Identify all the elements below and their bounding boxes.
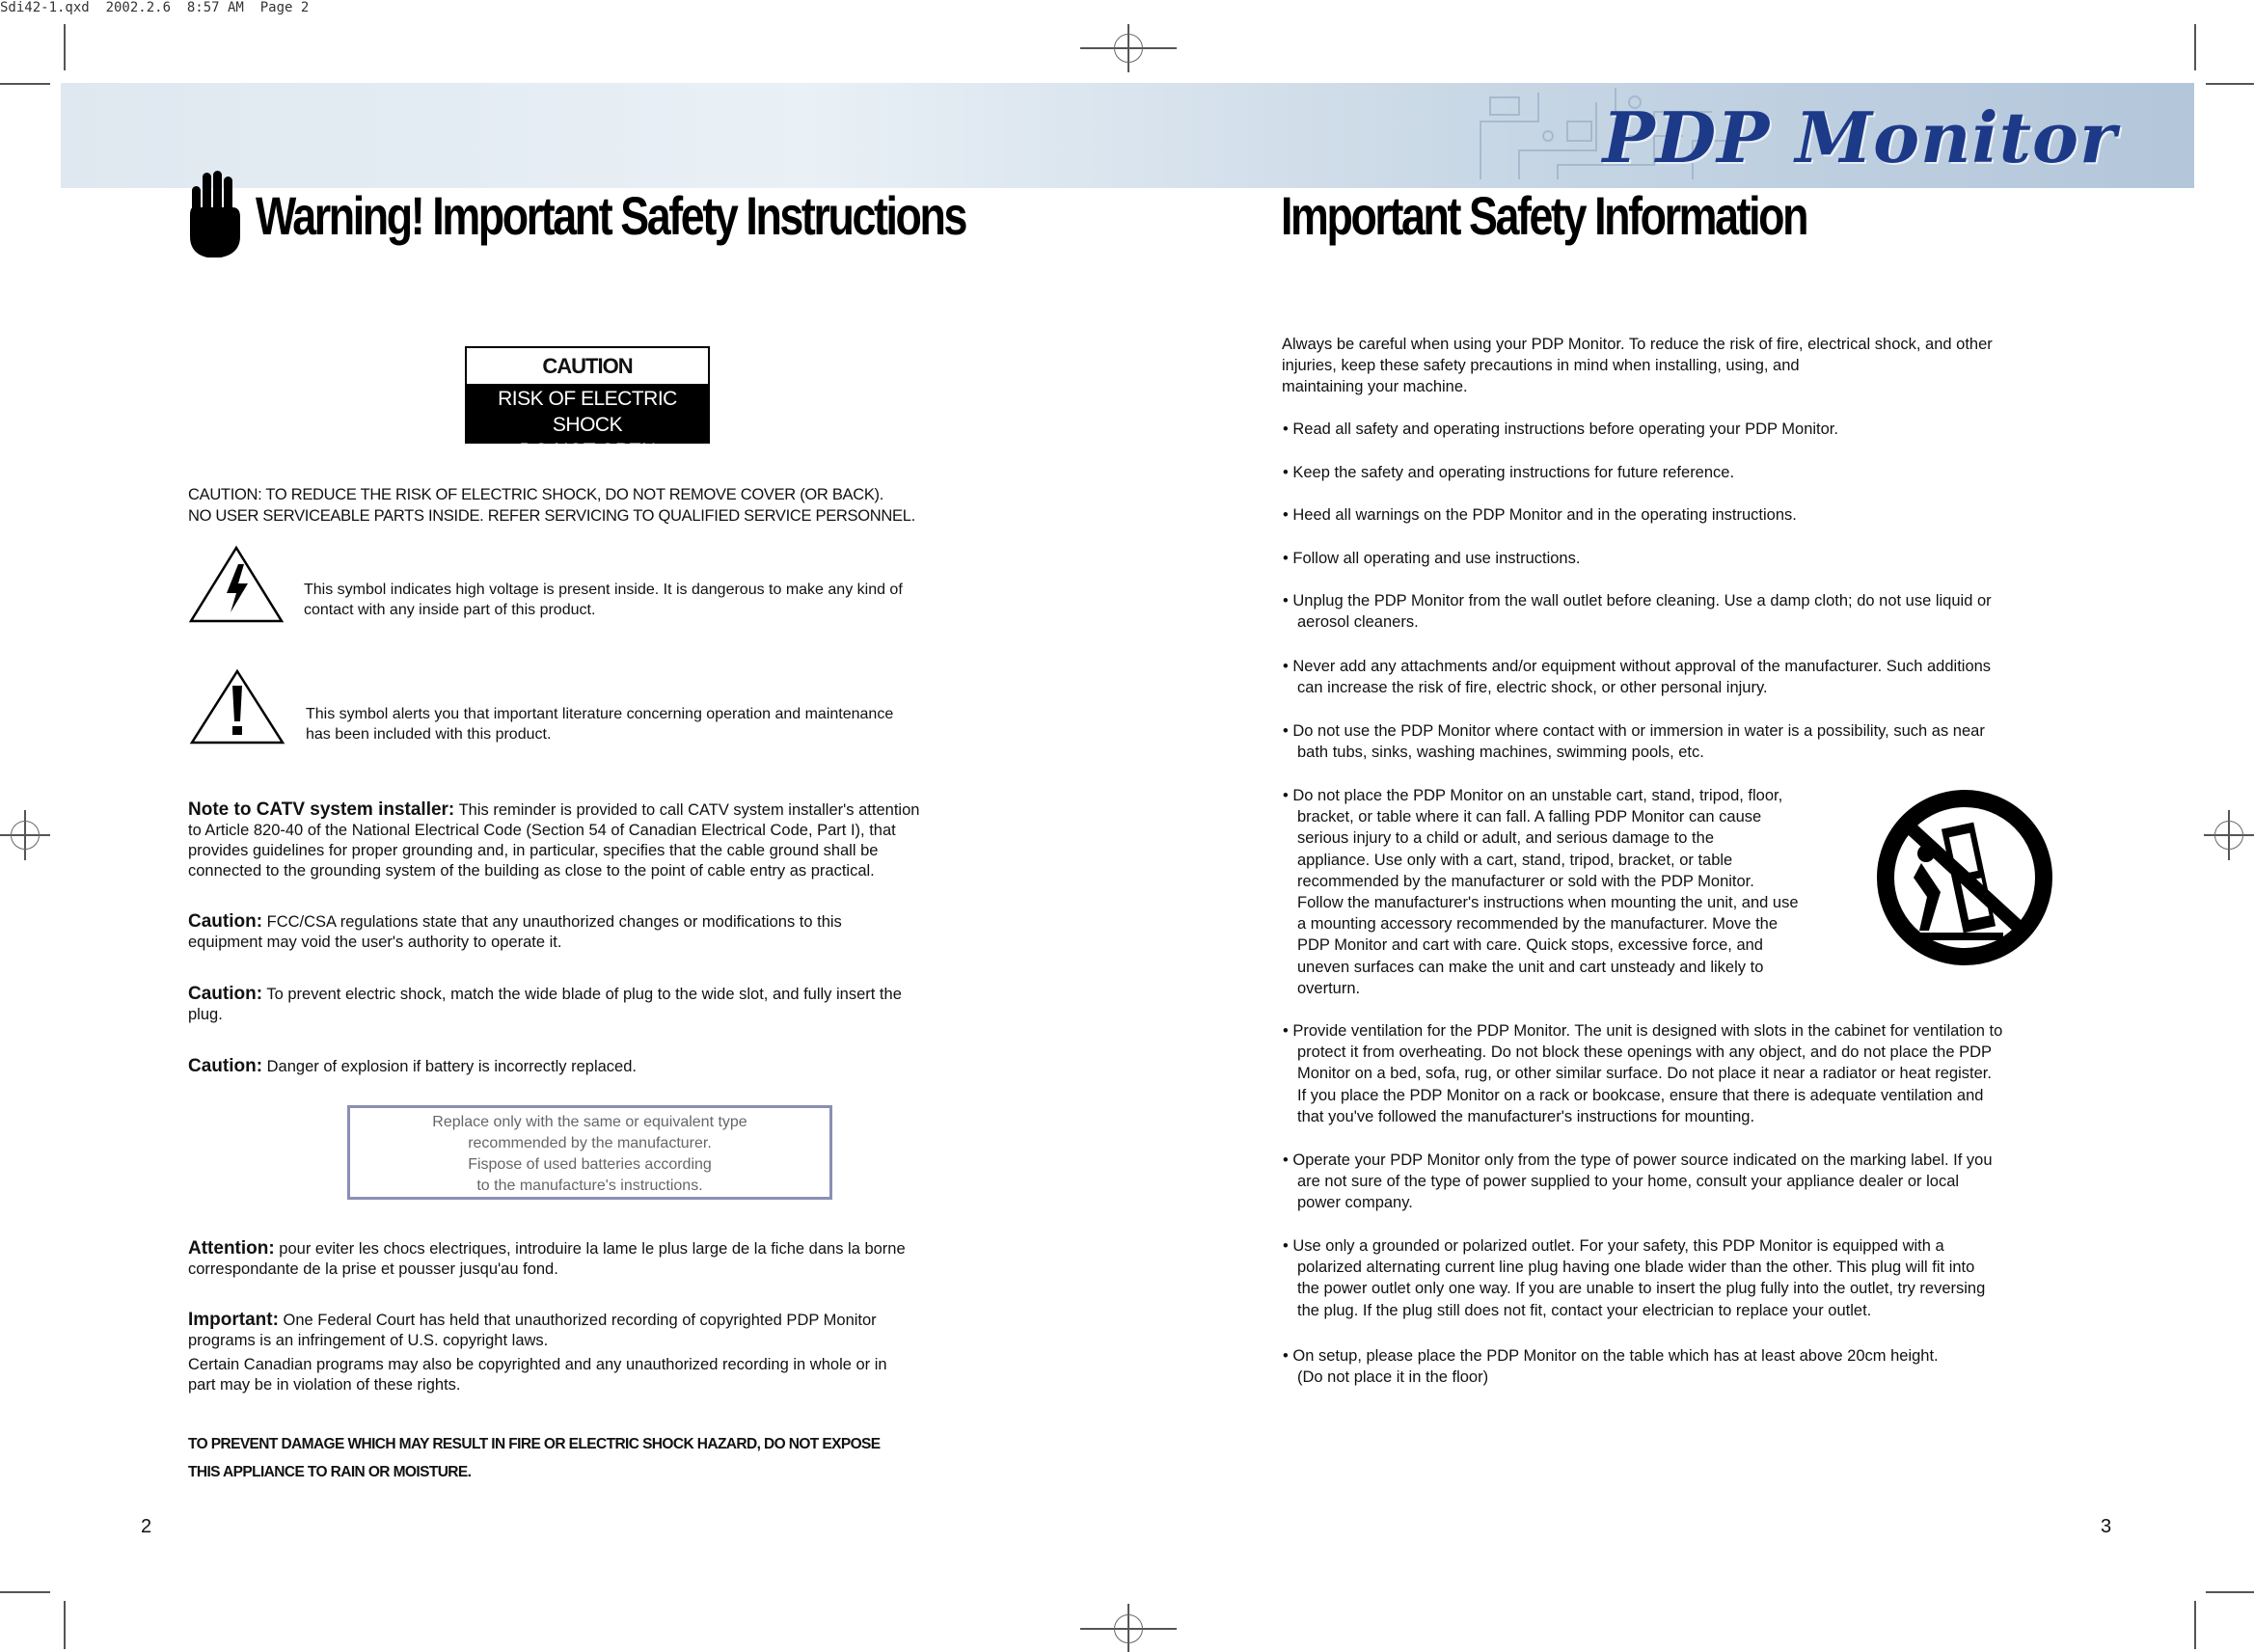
page-number-left: 2 [141, 1516, 152, 1537]
hand-warning-icon [184, 169, 244, 260]
safety-bullet-line: serious injury to a child or adult, and serious damage to the [1297, 829, 1714, 848]
crop-mark [0, 1591, 50, 1593]
safety-bullet-line: that you've followed the manufacturer's instructions for mounting. [1297, 1107, 1755, 1125]
safety-bullet [1283, 1235, 1985, 1321]
header-banner [61, 83, 2194, 188]
safety-bullet-line: • Do not place the PDP Monitor on an unstable cart, stand, tripod, floor, [1283, 787, 1783, 804]
caution-label-line1: RISK OF ELECTRIC SHOCK [498, 388, 677, 436]
safety-bullet-line: • Use only a grounded or polarized outlet. For your safety, this PDP Monitor is equipped with a [1283, 1237, 1944, 1255]
safety-bullet-line: are not sure of the type of power supplied to your home, consult your appliance dealer or local [1297, 1173, 1960, 1191]
caution-label-line2: DO NOT OPEN [519, 440, 656, 462]
left-heading: Warning! Important Safety Instructions [256, 185, 965, 246]
safety-bullet-line: aerosol cleaners. [1297, 613, 1419, 632]
safety-bullet [1283, 656, 1991, 698]
crop-mark [0, 83, 50, 85]
safety-bullet [1283, 590, 1992, 633]
safety-bullet [1283, 785, 1799, 999]
safety-bullet-line: • Read all safety and operating instructions before operating your PDP Monitor. [1283, 420, 1838, 438]
important-note: Important: One Federal Court has held that unauthorized recording of copyrighted PDP Monitor programs is an infringement of U.S. copyright laws. Certain Canadian programs may also be copyrighted and any unauthorized recording in whole or in part may be in violation of these rights. [188, 1310, 887, 1394]
safety-bullet-line: appliance. Use only with a cart, stand, tripod, bracket, or table [1297, 851, 1733, 869]
registration-mark-left [0, 810, 50, 860]
safety-bullet-line: • Provide ventilation for the PDP Monitor. The unit is designed with slots in the cabinet for ventilation to [1283, 1022, 2003, 1040]
safety-bullet-line: PDP Monitor and cart with care. Quick stops, excessive force, and [1297, 936, 1763, 955]
safety-bullet [1283, 462, 1734, 483]
safety-bullet-line: • Do not use the PDP Monitor where contact with or immersion in water is a possibility, such as near [1283, 722, 1985, 740]
safety-bullet-line: can increase the risk of fire, electric shock, or other personal injury. [1297, 679, 1768, 697]
crop-mark [2194, 24, 2196, 70]
caution-label-title: CAUTION [542, 354, 633, 378]
safety-bullet-line: • Unplug the PDP Monitor from the wall outlet before cleaning. Use a damp cloth; do not use liquid or [1283, 592, 1992, 609]
safety-bullet-line: • Operate your PDP Monitor only from the type of power source indicated on the marking label. If you [1283, 1151, 1993, 1169]
battery-replace-box: Replace only with the same or equivalent type recommended by the manufacturer. Fispose of used batteries according to the manufacture's instructions. [347, 1105, 832, 1200]
safety-bullet-line: • On setup, please place the PDP Monitor on the table which has at least above 20cm height. [1283, 1347, 1939, 1365]
safety-bullet-line: the power outlet only one way. If you are unable to insert the plug fully into the outlet, try reversing [1297, 1280, 1986, 1298]
safety-bullet-line: • Follow all operating and use instructions. [1283, 550, 1581, 567]
safety-bullet-line: uneven surfaces can make the unit and cart unsteady and likely to [1297, 958, 1764, 976]
safety-bullet-line: bracket, or table where it can fall. A falling PDP Monitor can cause [1297, 808, 1762, 826]
safety-bullet-line: • Heed all warnings on the PDP Monitor and in the operating instructions. [1283, 506, 1797, 524]
safety-bullet [1283, 1020, 2002, 1127]
intro-text: Always be careful when using your PDP Monitor. To reduce the risk of fire, electrical shock, and other injuries, keep these safety precautions in mind when installing, using, and maintaining your machine. [1282, 336, 1993, 395]
safety-bullet-line: protect it from overheating. Do not block these openings with any object, and do not place the PDP [1297, 1043, 1993, 1062]
file-slug: Sdi42-1.qxd 2002.2.6 8:57 AM Page 2 [0, 0, 310, 15]
safety-bullet-line: the plug. If the plug still does not fit, contact your electrician to replace your outlet. [1297, 1301, 1872, 1319]
safety-bullet-line: Monitor on a bed, sofa, rug, or other similar surface. Do not place it near a radiator or heat register. [1297, 1065, 1992, 1083]
caution-plug: Caution: To prevent electric shock, match the wide blade of plug to the wide slot, and fully insert the plug. [188, 984, 902, 1023]
safety-bullet-line: power company. [1297, 1194, 1413, 1212]
safety-bullet-line: Follow the manufacturer's instructions when mounting the unit, and use [1297, 894, 1799, 912]
safety-bullet-line: bath tubs, sinks, washing machines, swimming pools, etc. [1297, 744, 1704, 762]
safety-bullet-line: a mounting accessory recommended by the manufacturer. Move the [1297, 915, 1779, 934]
safety-bullet [1283, 504, 1797, 526]
safety-bullet [1283, 1150, 1993, 1214]
safety-bullet [1283, 720, 1985, 763]
high-voltage-symbol-icon [188, 545, 285, 624]
caution-battery: Caution: Danger of explosion if battery is incorrectly replaced. [188, 1056, 637, 1076]
registration-mark-bottom [1080, 1604, 1177, 1652]
final-warning-line2: THIS APPLIANCE TO RAIN OR MOISTURE. [188, 1464, 472, 1480]
banner-title: PDP Monitor [1602, 96, 2117, 178]
safety-bullet-line: (Do not place it in the floor) [1297, 1368, 1489, 1387]
alert-symbol-text: This symbol alerts you that important literature concerning operation and maintenance has been included with this product. [306, 706, 894, 743]
attention-note: Attention: pour eviter les chocs electriques, introduire la lame le plus large de la fiche dans la borne correspondante de la prise et pousser jusqu'au fond. [188, 1238, 906, 1278]
safety-bullet [1283, 548, 1580, 569]
caution-text: CAUTION: TO REDUCE THE RISK OF ELECTRIC SHOCK, DO NOT REMOVE COVER (OR BACK). NO USER SERVICEABLE PARTS INSIDE. REFER SERVICING TO QUALIFIED SERVICE PERSONNEL. [188, 486, 915, 525]
safety-bullet-line: If you place the PDP Monitor on a rack or bookcase, ensure that there is adequate ventilation and [1297, 1086, 1984, 1104]
safety-bullet [1283, 419, 1838, 440]
safety-bullet-line: overturn. [1297, 979, 1361, 997]
crop-mark [2194, 1601, 2196, 1649]
registration-mark-right [2204, 810, 2254, 860]
safety-bullet [1283, 1345, 1939, 1388]
exclamation-symbol-icon [189, 668, 285, 745]
final-warning-line1: TO PREVENT DAMAGE WHICH MAY RESULT IN FIRE OR ELECTRIC SHOCK HAZARD, DO NOT EXPOSE [188, 1436, 881, 1452]
voltage-symbol-text: This symbol indicates high voltage is present inside. It is dangerous to make any kind of contact with any inside part of this product. [304, 582, 903, 618]
safety-bullet-line: • Never add any attachments and/or equipment without approval of the manufacturer. Such additions [1283, 658, 1992, 675]
safety-bullet-line: • Keep the safety and operating instructions for future reference. [1283, 464, 1735, 481]
cart-warning-icon [1873, 786, 2056, 969]
safety-bullet-line: recommended by the manufacturer or sold with the PDP Monitor. [1297, 872, 1754, 890]
crop-mark [64, 24, 66, 70]
crop-mark [2206, 1591, 2254, 1593]
page-number-right: 3 [2101, 1516, 2112, 1537]
caution-label [465, 346, 710, 462]
registration-mark-top [1080, 24, 1177, 72]
crop-mark [2206, 83, 2254, 85]
catv-note: Note to CATV system installer: This reminder is provided to call CATV system installer's attention to Article 820-40 of the National Electrical Code (Section 54 of Canadian Electrical Code, Part I), that provides guidelines for proper grounding and, in particular, specifies that the cable ground shall be connected to the grounding system of the building as close to the point of cable entry as practical. [188, 799, 920, 880]
safety-bullet-line: polarized alternating current line plug having one blade wider than the other. This plug will fit into [1297, 1259, 1975, 1277]
right-heading: Important Safety Information [1281, 185, 1807, 246]
crop-mark [64, 1601, 66, 1649]
caution-fcc: Caution: FCC/CSA regulations state that any unauthorized changes or modifications to this equipment may void the user's authority to operate it. [188, 911, 842, 951]
